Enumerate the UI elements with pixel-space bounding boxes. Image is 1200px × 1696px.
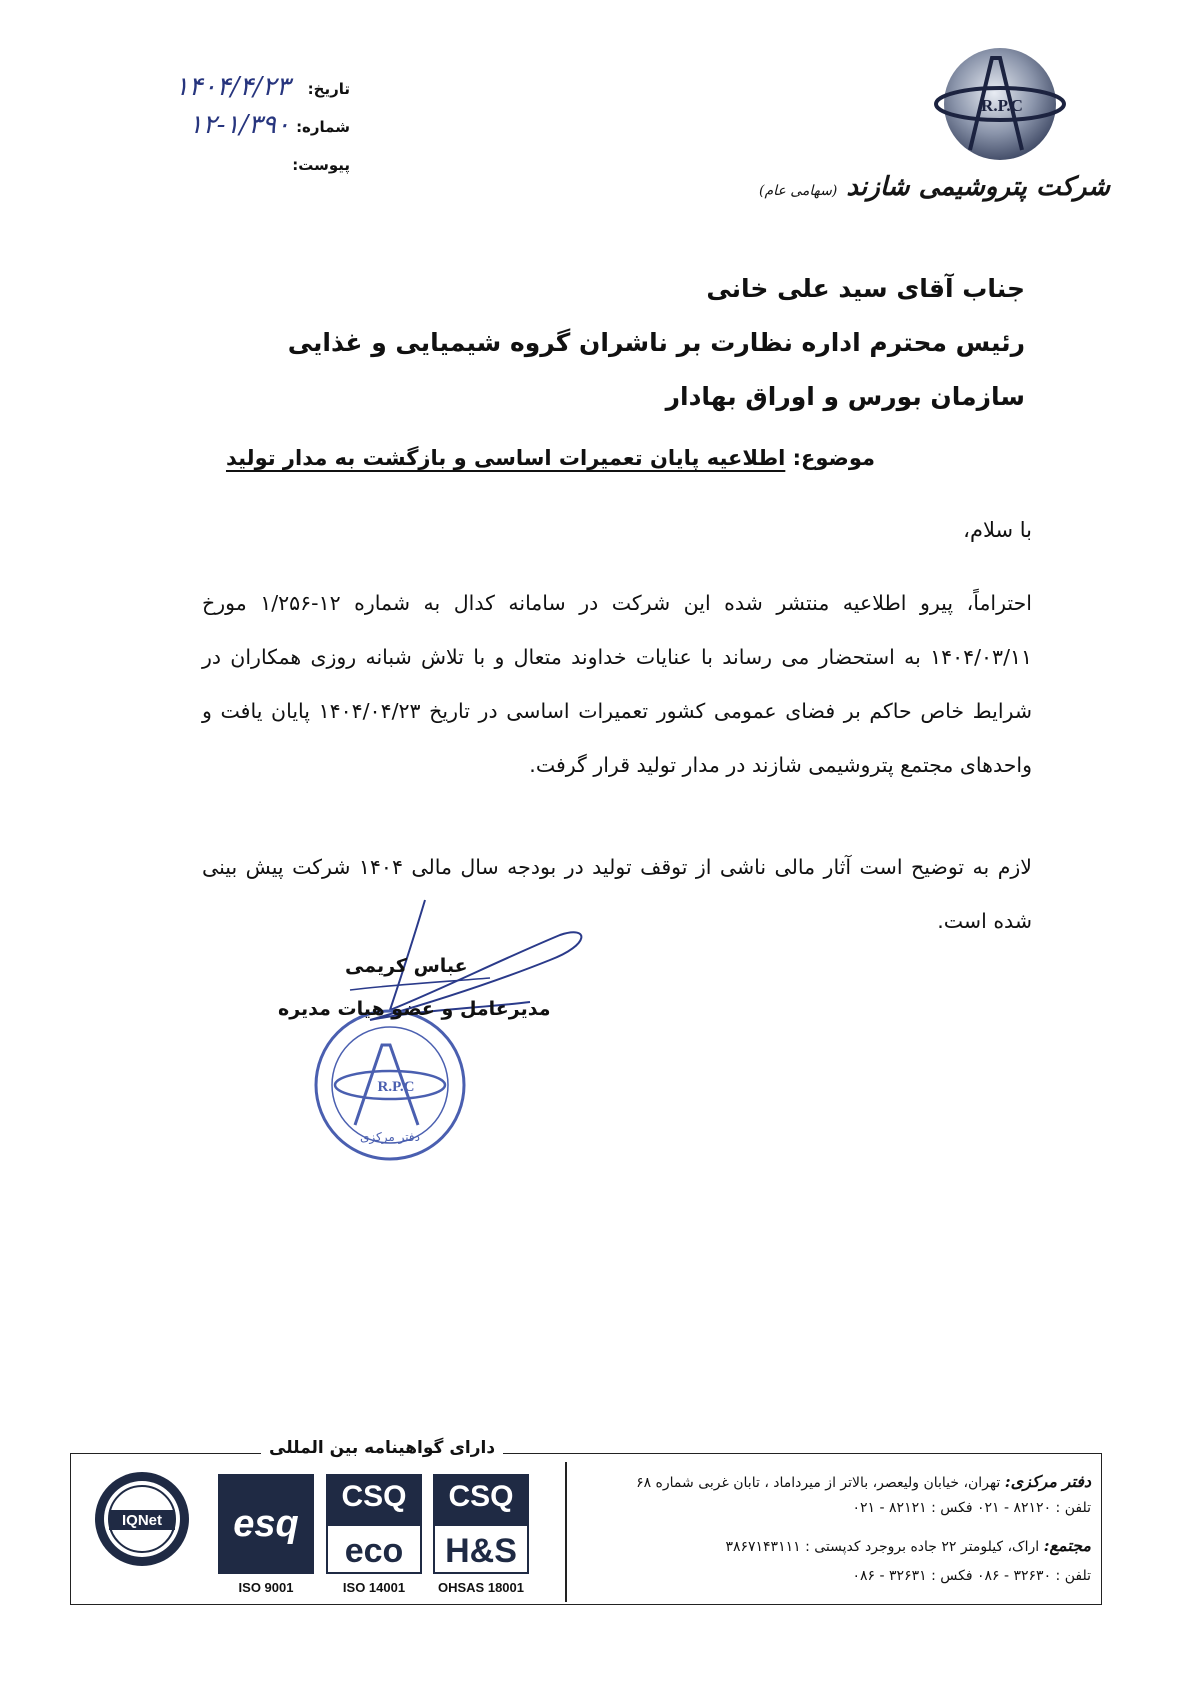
plant-label: مجتمع:	[1043, 1536, 1091, 1555]
csq-eco-logo-icon	[326, 1474, 422, 1574]
body-paragraph-1: احتراماً، پیرو اطلاعیه منتشر شده این شرکت در سامانه کدال به شماره ۱۲-۱/۲۵۶ مورخ ۱۴۰۴/۰۳/۱۱ به استحضار می رساند با عنایات خداوند متعال و با تلاش شبانه روزی همکاران در شرایط خاص حاکم بر فضای عمومی کشور تعمیرات اساسی در تاریخ ۱۴۰۴/۰۴/۲۳ پایان یافت و واحدهای مجتمع پتروشیمی شازند در مدار تولید قرار گرفت.	[202, 591, 1032, 777]
csq-hs-top: CSQ	[448, 1480, 514, 1513]
attachment-label: پیوست:	[292, 156, 350, 174]
hq-label: دفتر مرکزی:	[1004, 1472, 1091, 1491]
number-row	[120, 110, 350, 148]
stamp-text: R.P.C	[377, 1079, 415, 1095]
hq-address-text: تهران، خیابان ولیعصر، بالاتر از میرداماد ، تابان غربی شماره ۶۸	[636, 1475, 1001, 1491]
csq-hs-bottom: H&S	[433, 1524, 529, 1574]
csq-eco-top: CSQ	[341, 1480, 407, 1513]
date-row	[120, 72, 350, 110]
footer-divider	[565, 1462, 567, 1602]
hq-phone: تلفن : ۸۲۱۲۰ - ۰۲۱ فکس : ۸۲۱۲۱ - ۰۲۱	[852, 1500, 1091, 1516]
attachment-row	[120, 148, 350, 186]
letter-meta	[120, 72, 350, 186]
stamp-office: دفتر مرکزی	[360, 1130, 420, 1144]
date-value: ۱۴۰۴/۴/۲۳	[174, 72, 290, 102]
footer-box	[70, 1438, 1102, 1605]
subject-line	[175, 446, 875, 470]
company-name-text: شرکت پتروشیمی شازند	[846, 172, 1110, 202]
company-sub: (سهامی عام)	[759, 183, 838, 199]
cert-ohsas-18001	[433, 1474, 529, 1595]
addressee-line-2: رئیس محترم اداره نظارت بر ناشران گروه شیمیایی و غذایی	[287, 328, 1025, 357]
rpc-logo-icon	[930, 38, 1070, 178]
subject-text: اطلاعیه پایان تعمیرات اساسی و بازگشت به مدار تولید	[225, 446, 786, 470]
addressee-block	[245, 262, 1025, 424]
cert-iso-9001	[218, 1474, 314, 1595]
greeting: با سلام،	[963, 518, 1032, 542]
cert-label-iso-14001: ISO 14001	[342, 1580, 406, 1595]
signatory-title: مدیرعامل و عضو هیات مدیره	[278, 998, 551, 1020]
esq-logo-icon: esq	[218, 1474, 314, 1574]
body-paragraph-2: لازم به توضیح است آثار مالی ناشی از توقف تولید در بودجه سال مالی ۱۴۰۴ شرکت پیش بینی شده است.	[202, 855, 1032, 933]
hq-address	[636, 1472, 1091, 1491]
addressee-line-1: جناب آقای سید علی خانی	[706, 274, 1025, 303]
plant-phone: تلفن : ۳۲۶۳۰ - ۰۸۶ فکس : ۳۲۶۳۱ - ۰۸۶	[852, 1568, 1091, 1584]
plant-address-text: اراک، کیلومتر ۲۲ جاده بروجرد کدپستی : ۳۸۶۷۱۴۳۱۱۱	[725, 1539, 1040, 1555]
cert-iso-14001	[326, 1474, 422, 1595]
number-value: ۱۲-۱/۳۹۰	[188, 110, 290, 140]
company-name	[759, 172, 1110, 202]
cert-label-iso-9001: ISO 9001	[238, 1580, 294, 1595]
company-stamp-icon	[310, 1005, 470, 1165]
number-label: شماره:	[296, 118, 350, 136]
date-label: تاریخ:	[307, 80, 350, 98]
cert-label-ohsas-18001: OHSAS 18001	[438, 1580, 524, 1595]
iqnet-text: IQNet	[121, 1512, 163, 1529]
signatory-name: عباس کریمی	[345, 955, 468, 977]
cert-title: دارای گواهینامه بین المللی	[261, 1438, 503, 1458]
logo-text: R.P.C	[981, 96, 1023, 115]
plant-address	[725, 1536, 1091, 1555]
iqnet-seal-icon	[93, 1470, 191, 1568]
csq-eco-bottom: eco	[326, 1524, 422, 1574]
addressee-line-3: سازمان بورس و اوراق بهادار	[665, 382, 1025, 411]
csq-hs-logo-icon	[433, 1474, 529, 1574]
subject-label: موضوع:	[792, 446, 875, 470]
